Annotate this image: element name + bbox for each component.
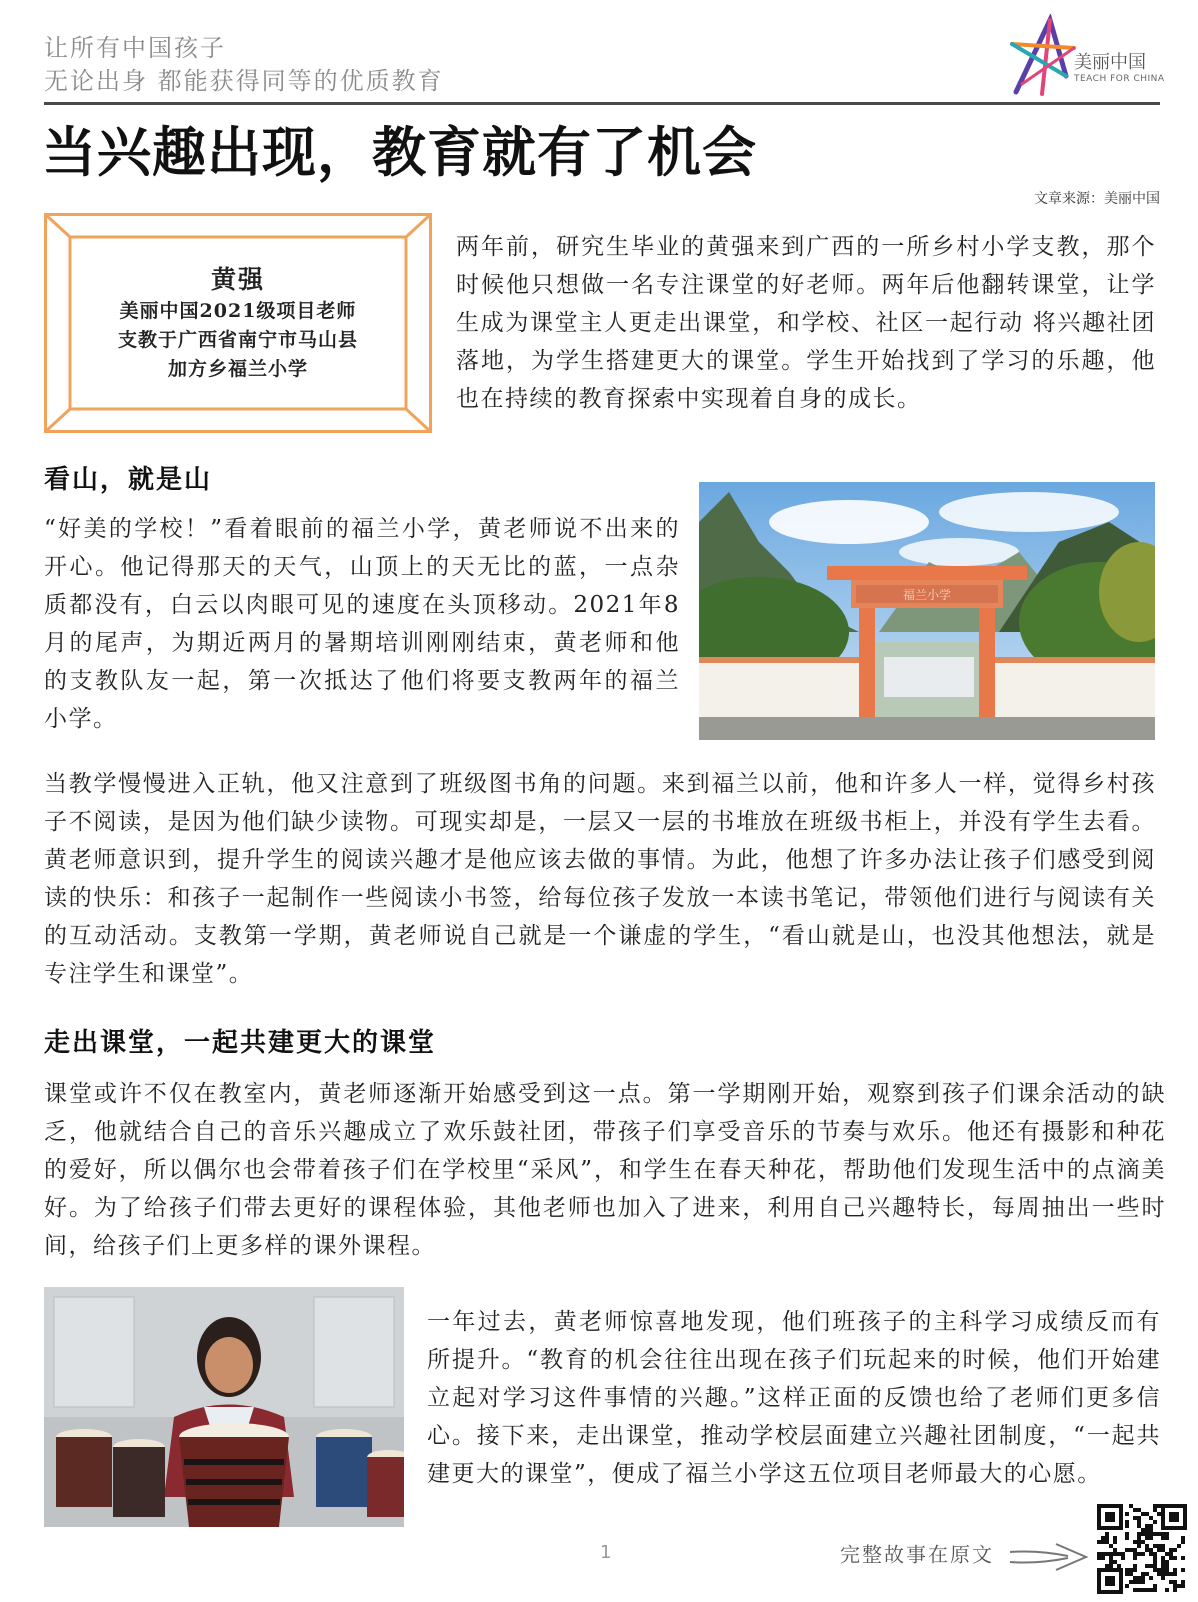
qr-module [1157,1548,1161,1552]
qr-module [1161,1532,1165,1536]
school-gate-image [699,482,1155,740]
qr-module [1141,1572,1145,1576]
slogan-line-2: 无论出身 都能获得同等的优质教育 [44,67,444,95]
section-1-heading: 看山，就是山 [44,465,213,495]
qr-module [1161,1568,1165,1572]
qr-module [1101,1552,1105,1556]
qr-module [1173,1588,1177,1592]
qr-module [1161,1544,1165,1548]
qr-module [1161,1564,1165,1568]
qr-module [1097,1556,1101,1560]
qr-module [1133,1576,1137,1580]
qr-module [1181,1568,1185,1572]
qr-module [1173,1584,1177,1588]
qr-module [1113,1552,1117,1556]
qr-module [1153,1584,1157,1588]
qr-module [1105,1564,1109,1568]
qr-module [1109,1552,1113,1556]
qr-module [1097,1552,1101,1556]
qr-module [1137,1524,1141,1528]
read-original-text: 完整故事在原文 [840,1542,994,1567]
qr-module [1145,1512,1149,1516]
qr-module [1117,1564,1121,1568]
slogan-line-1: 让所有中国孩子 [44,34,226,62]
drum-club-image [44,1287,404,1527]
qr-module [1097,1540,1101,1544]
qr-module [1141,1528,1145,1532]
qr-module [1121,1556,1125,1560]
qr-module [1145,1548,1149,1552]
qr-module [1101,1556,1105,1560]
qr-module [1141,1552,1145,1556]
qr-module [1161,1548,1165,1552]
qr-module [1161,1576,1165,1580]
qr-module [1181,1540,1185,1544]
qr-module [1173,1556,1177,1560]
qr-module [1129,1580,1133,1584]
qr-module [1129,1504,1133,1508]
qr-module [1165,1536,1169,1540]
qr-module [1137,1540,1141,1544]
qr-module [1181,1536,1185,1540]
qr-module [1105,1536,1109,1540]
qr-module [1117,1552,1121,1556]
qr-module [1137,1520,1141,1524]
qr-module [1133,1516,1137,1520]
intro-paragraph: 两年前，研究生毕业的黄强来到广西的一所乡村小学支教，那个时候他只想做一名专注课堂的好老师。两年后他翻转课堂，让学生成为课堂主人更走出课堂，和学校、社区一起行动 将兴趣社团落地，为学生搭建更大的课堂。学生开始找到了学习的乐趣，他也在持续的教育探索中实现着自身的成长。 [456,234,1156,412]
qr-module [1153,1532,1157,1536]
qr-code-icon [1093,1500,1191,1598]
qr-module [1149,1552,1153,1556]
qr-module [1153,1508,1157,1512]
qr-module [1113,1548,1117,1552]
qr-module [1105,1552,1109,1556]
qr-module [1173,1548,1177,1552]
qr-module [1153,1588,1157,1592]
qr-module [1157,1512,1161,1516]
qr-module [1165,1572,1169,1576]
qr-module [1101,1536,1105,1540]
qr-module [1109,1564,1113,1568]
qr-module [1153,1552,1157,1556]
qr-module [1153,1560,1157,1564]
qr-module [1125,1584,1129,1588]
qr-module [1133,1588,1137,1592]
qr-module [1109,1544,1113,1548]
qr-module [1161,1536,1165,1540]
qr-module [1141,1580,1145,1584]
qr-module [1161,1560,1165,1564]
qr-module [1133,1556,1137,1560]
qr-module [1153,1568,1157,1572]
qr-module [1125,1572,1129,1576]
section-2-heading: 走出课堂，一起共建更大的课堂 [44,1028,437,1058]
qr-module [1141,1588,1145,1592]
qr-module [1173,1568,1177,1572]
article-source: 文章来源：美丽中国 [1034,191,1160,207]
qr-module [1113,1540,1117,1544]
qr-module [1133,1568,1137,1572]
qr-module [1101,1540,1105,1544]
qr-module [1125,1568,1129,1572]
qr-module [1129,1572,1133,1576]
qr-module [1137,1516,1141,1520]
qr-module [1157,1572,1161,1576]
qr-module [1137,1588,1141,1592]
teacher-name: 黄强 [210,264,265,294]
qr-module [1173,1580,1177,1584]
qr-module [1137,1576,1141,1580]
section-1-paragraph-1: “好美的学校！”看着眼前的福兰小学，黄老师说不出来的开心。他记得那天的天气，山顶上的天无比的蓝，一点杂质都没有，白云以肉眼可见的速度在头顶移动。2021年8月的尾声，为期近两月的暑期培训刚刚结束，黄老师和他的支教队友一起，第一次抵达了他们将要支教两年的福兰小学。 [44,516,680,732]
girl-with-drums-photo [44,1287,404,1527]
qr-module [1153,1556,1157,1560]
qr-module [1165,1564,1169,1568]
qr-module [1137,1544,1141,1548]
arrow-right-icon [1008,1538,1090,1574]
qr-module [1133,1580,1137,1584]
qr-module [1161,1556,1165,1560]
qr-module [1137,1552,1141,1556]
qr-module [1133,1540,1137,1544]
gate-sign-text: 福兰小学 [902,588,952,602]
qr-module [1109,1560,1113,1564]
section-2-paragraph-2: 一年过去，黄老师惊喜地发现，他们班孩子的主科学习成绩反而有所提升。“教育的机会往往出现在孩子们玩起来的时候，他们开始建立起对学习这件事情的兴趣。”这样正面的反馈也给了老师们更多信心。接下来，走出课堂，推动学校层面建立兴趣社团制度，“一起共建更大的课堂”，便成了福兰小学这五位项目老师最大的心愿。 [427,1309,1161,1487]
logo-chinese-name: 美丽中国 [1074,52,1146,73]
qr-module [1149,1564,1153,1568]
qr-module [1145,1524,1149,1528]
qr-module [1149,1528,1153,1532]
qr-module [1169,1572,1173,1576]
qr-module [1125,1512,1129,1516]
qr-module [1149,1548,1153,1552]
qr-module [1165,1588,1169,1592]
qr-module [1161,1572,1165,1576]
qr-module [1157,1568,1161,1572]
qr-module [1141,1540,1145,1544]
qr-module [1149,1588,1153,1592]
read-original-hint[interactable] [840,1538,1090,1574]
qr-module [1141,1576,1145,1580]
section-2-paragraph-1: 课堂或许不仅在教室内，黄老师逐渐开始感受到这一点。第一学期刚开始，观察到孩子们课余活动的缺乏，他就结合自己的音乐兴趣成立了欢乐鼓社团，带孩子们享受音乐的节奏与欢乐。他还有摄影和种花的爱好，所以偶尔也会带着孩子们在学校里“采风”，和学生在春天种花，帮助他们发现生活中的点滴美好。为了给孩子们带去更好的课程体验，其他老师也加入了进来，利用自己兴趣特长，每周抽出一些时间，给孩子们上更多样的课外课程。 [44,1081,1166,1259]
school-gate-photo [699,482,1155,740]
qr-module [1169,1556,1173,1560]
qr-module [1137,1532,1141,1536]
teacher-profile-card [44,213,432,433]
qr-module [1125,1524,1129,1528]
qr-module [1145,1536,1149,1540]
qr-module [1145,1532,1149,1536]
qr-module [1165,1552,1169,1556]
qr-module [1145,1528,1149,1532]
qr-module [1145,1564,1149,1568]
teacher-location: 支教于广西省南宁市马山县 [117,328,358,351]
qr-module [1121,1552,1125,1556]
qr-module [1109,1556,1113,1560]
teach-for-china-logo[interactable] [1008,14,1178,100]
qr-module [1177,1544,1181,1548]
qr-module [1153,1564,1157,1568]
qr-module [1149,1576,1153,1580]
qr-module [1181,1584,1185,1588]
qr-module [1113,1536,1117,1540]
qr-module [1177,1584,1181,1588]
qr-module [1181,1556,1185,1560]
qr-module [1153,1520,1157,1524]
qr-module [1125,1548,1129,1552]
qr-module [1149,1536,1153,1540]
qr-module [1165,1560,1169,1564]
qr-module [1157,1532,1161,1536]
qr-module [1169,1548,1173,1552]
qr-module [1145,1588,1149,1592]
qr-module [1165,1568,1169,1572]
qr-module [1169,1580,1173,1584]
qr-module [1137,1536,1141,1540]
star-logo-icon [1008,14,1078,100]
qr-module [1145,1544,1149,1548]
qr-module [1137,1580,1141,1584]
qr-module [1129,1568,1133,1572]
section-1-paragraph-2: 当教学慢慢进入正轨，他又注意到了班级图书角的问题。来到福兰以前，他和许多人一样，觉得乡村孩子不阅读，是因为他们缺少读物。可现实却是，一层又一层的书堆放在班级书柜上，并没有学生去看。黄老师意识到，提升学生的阅读兴趣才是他应该去做的事情。为此，他想了许多办法让孩子们感受到阅读的快乐：和孩子一起制作一些阅读小书签，给每位孩子发放一本读书笔记，带领他们进行与阅读有关的互动活动。支教第一学期，黄老师说自己就是一个谦虚的学生，“看山就是山，也没其他想法，就是专注学生和课堂”。 [44,771,1156,987]
qr-module [1133,1508,1137,1512]
qr-module [1173,1572,1177,1576]
qr-module [1133,1548,1137,1552]
qr-module [1133,1564,1137,1568]
article-title: 当兴趣出现，教育就有了机会 [42,121,757,184]
qr-module [1149,1516,1153,1520]
qr-module [1129,1548,1133,1552]
qr-module [1113,1560,1117,1564]
page-number: 1 [600,1542,612,1563]
qr-module [1153,1504,1157,1508]
qr-module [1145,1572,1149,1576]
teacher-role: 美丽中国2021级项目老师 [119,299,357,322]
qr-module [1157,1504,1161,1508]
qr-module [1157,1544,1161,1548]
qr-module [1149,1532,1153,1536]
qr-module [1141,1532,1145,1536]
qr-module [1105,1532,1109,1536]
qr-module [1181,1580,1185,1584]
qr-module [1141,1512,1145,1516]
qr-module [1105,1540,1109,1544]
qr-module [1169,1552,1173,1556]
qr-module [1125,1536,1129,1540]
qr-module [1133,1552,1137,1556]
slogan [44,32,444,98]
qr-module [1125,1520,1129,1524]
qr-module [1153,1544,1157,1548]
qr-module [1125,1532,1129,1536]
teacher-school: 加方乡福兰小学 [167,357,308,380]
header-divider [44,102,1160,105]
qr-module [1137,1508,1141,1512]
qr-module [1149,1524,1153,1528]
qr-module [1165,1532,1169,1536]
qr-code[interactable] [1093,1500,1191,1598]
logo-english-name: TEACH FOR CHINA [1074,74,1165,84]
